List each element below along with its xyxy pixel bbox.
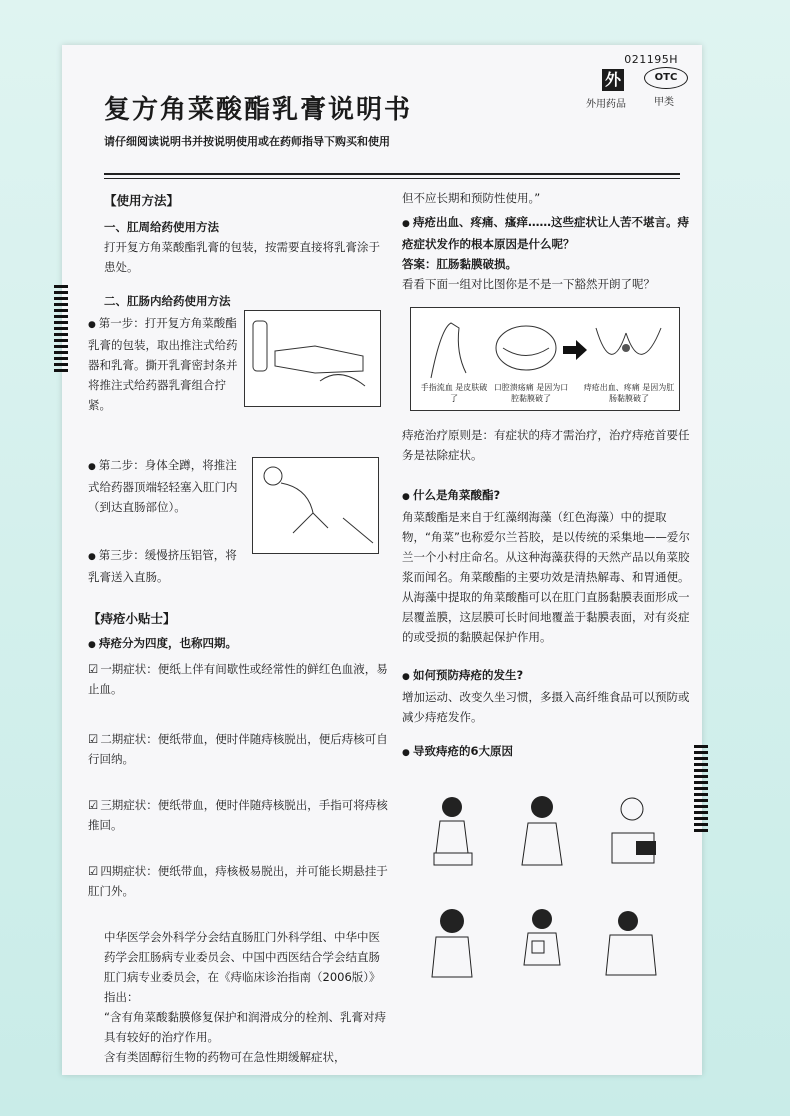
tips-section — [88, 603, 388, 1067]
symptom-question: ● 痔疮出血、疼痛、瘙痒……这些症状让人苦不堪言。痔疮症状发作的根本原因是什么呢？ — [402, 212, 692, 254]
cause-5-cartoon — [512, 905, 574, 985]
carrageenan-text: 角菜酸酯是来自于红藻纲海藻（红色海藻）中的提取物，“角菜”也称爱尔兰苔胶，是以传统的采集地——爱尔兰一个小村庄命名。从这种海藻获得的天然产品以角菜胶浆而闻名。角菜酸酯的主要功效是清热解毒、和胃通便。从海藻中提取的角菜酸酯可以在肛门直肠黏膜表面形成一层覆盖膜，这层膜可长时间地覆盖于黏膜表面，对有炎症的或受损的黏膜起保护作用。 — [402, 510, 690, 644]
squat-illustration — [252, 457, 379, 554]
degree-4: ☑ 四期症状：便纸带血，痔核极易脱出，并可能长期悬挂于肛门外。 — [88, 861, 388, 901]
step-2 — [88, 455, 238, 517]
degree-1: ☑ 一期症状：便纸上伴有间歇性或经常性的鲜红色血液，易止血。 — [88, 659, 388, 699]
otc-class-label: 甲类 — [654, 97, 674, 108]
degree-3: ☑ 三期症状：便纸带血，便时伴随痔核脱出，手指可将痔核推回。 — [88, 795, 388, 835]
cause-1-cartoon — [422, 793, 484, 873]
squatting-figure-drawing — [253, 458, 378, 553]
perianal-heading: 一、肛周给药使用方法 — [104, 220, 219, 234]
document-code: 021195H — [624, 53, 678, 66]
tips-lead: ● 痔疮分为四度，也称四期。 — [88, 633, 388, 655]
cause-6-cartoon — [602, 905, 664, 985]
right-column-top — [402, 188, 692, 294]
symptom-answer: 答案：肛肠黏膜破损。 — [402, 257, 517, 271]
guideline-reference: 中华医学会外科学分会结直肠肛门外科学组、中华中医药学会肛肠病专业委员会、中国中西医结合学会结直肠肛门病专业委员会，在《痔临床诊治指南（2006版）》指出： — [104, 930, 381, 1004]
page-title: 复方角菜酸酯乳膏说明书 — [104, 95, 413, 125]
quote-continuation: 但不应长期和预防性使用。” — [402, 191, 541, 205]
causes-heading: ● 导致痔疮的6大原因 — [402, 741, 692, 763]
comparison-lead: 看看下面一组对比图你是不是一下豁然开朗了呢？ — [402, 277, 655, 291]
tips-heading: 【痔疮小贴士】 — [88, 611, 176, 626]
step-1 — [88, 313, 238, 415]
leaflet — [62, 45, 702, 1075]
usage-notice: 请仔细阅读说明书并按说明使用或在药师指导下购买和使用 — [104, 135, 390, 148]
applicator-illustration — [244, 310, 381, 407]
left-barcode — [54, 285, 68, 375]
right-barcode — [694, 745, 708, 835]
caption-anus: 痔疮出血、疼痛 是因为肛肠黏膜破了 — [583, 383, 675, 403]
hand-tube-drawing — [245, 311, 380, 406]
guideline-quote: “含有角菜酸黏膜修复保护和润滑成分的栓剂、乳膏对痔具有较好的治疗作用。 — [104, 1010, 386, 1044]
prevention-text: 增加运动、改变久坐习惯，多摄入高纤维食品可以预防或减少痔疮发作。 — [402, 690, 690, 724]
step-3 — [88, 545, 248, 587]
external-use-mark: 外 — [602, 69, 624, 91]
step-1-text: ● 第一步：打开复方角菜酸酯乳膏的包装，取出推注式给药器和乳膏。撕开乳膏密封条并将推注式给药器乳膏组合拧紧。 — [88, 313, 238, 415]
usage-heading: 【使用方法】 — [104, 193, 180, 208]
comparison-illustration — [410, 307, 680, 411]
cause-3-cartoon — [602, 793, 664, 873]
perianal-text: 打开复方角菜酸酯乳膏的包装，按需要直接将乳膏涂于患处。 — [104, 240, 380, 274]
guideline-quote-2: 含有类固醇衍生物的药物可在急性期缓解症状， — [104, 1050, 346, 1064]
otc-badge: OTC — [644, 67, 688, 89]
treatment-principle: 痔疮治疗原则是：有症状的痔才需治疗，治疗痔疮首要任务是祛除症状。 — [402, 428, 690, 462]
cause-2-cartoon — [512, 793, 574, 873]
degree-2: ☑ 二期症状：便纸带血，便时伴随痔核脱出，便后痔核可自行回纳。 — [88, 729, 388, 769]
right-column-main — [402, 425, 692, 763]
external-use-label: 外用药品 — [586, 99, 626, 110]
header-divider-thin — [104, 178, 680, 179]
caption-mouth: 口腔溃疡痛 是因为口腔黏膜破了 — [493, 383, 569, 403]
intrarectal-heading: 二、肛肠内给药使用方法 — [104, 294, 231, 308]
prevention-heading: ● 如何预防痔疮的发生? — [402, 665, 692, 687]
step-2-text: ● 第二步：身体全蹲，将推注式给药器顶端轻轻塞入肛门内（到达直肠部位）。 — [88, 455, 238, 517]
carrageenan-heading: ● 什么是角菜酸酯? — [402, 485, 692, 507]
cause-4-cartoon — [422, 905, 484, 985]
caption-finger: 手指流血 是皮肤破了 — [420, 383, 488, 403]
step-3-text: ● 第三步：缓慢挤压铝管，将乳膏送入直肠。 — [88, 545, 248, 587]
header-divider — [104, 173, 680, 175]
left-column — [104, 185, 384, 311]
